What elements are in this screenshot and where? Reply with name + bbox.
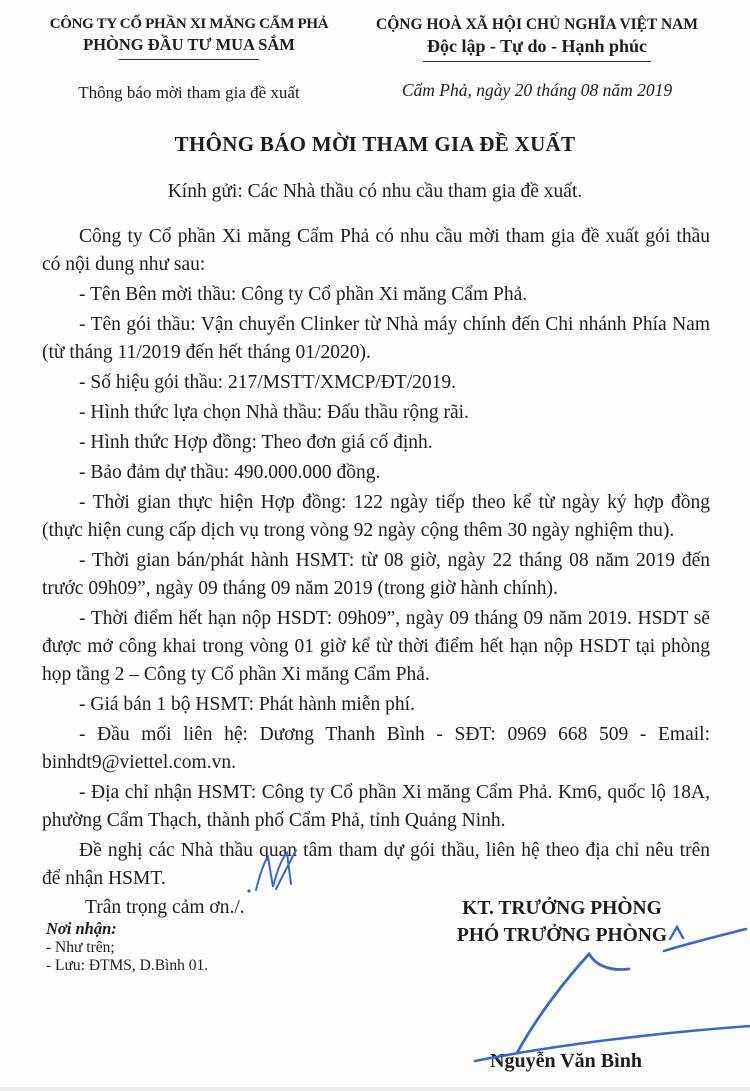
signer-name: Nguyễn Văn Bình <box>490 1050 642 1072</box>
bullet-contact-person: - Đầu mối liên hệ: Dương Thanh Bình - SĐT: 0969 668 509 - Email: binhdt9@viettel.com.vn. <box>42 724 710 773</box>
signature-titles <box>446 895 678 949</box>
signer-title-on-behalf: KT. TRƯỞNG PHÒNG <box>462 898 662 919</box>
bullet-hsmt-price: - Giá bán 1 bộ HSMT: Phát hành miễn phí. <box>79 694 415 715</box>
bullet-contract-type: - Hình thức Hợp đồng: Theo đơn giá cố định. <box>79 432 433 453</box>
bullet-contract-duration: - Thời gian thực hiện Hợp đồng: 122 ngày tiếp theo kể từ ngày ký hợp đồng (thực hiện cung cấp dịch vụ trong vòng 92 ngày cộng thêm 30 ngày nghiệm thu). <box>42 492 710 541</box>
scan-bottom-edge <box>0 1087 750 1091</box>
bullet-hsmt-issuance-time: - Thời gian bán/phát hành HSMT: từ 08 giờ, ngày 22 tháng 08 năm 2019 đến trước 09h09”, ngày 09 tháng 09 năm 2019 (trong giờ hành chính). <box>42 550 710 599</box>
bullet-package-number: - Số hiệu gói thầu: 217/MSTT/XMCP/ĐT/2019. <box>79 372 457 393</box>
signature-main-stroke-ink <box>517 954 629 1053</box>
signer-title-deputy: PHÓ TRƯỞNG PHÒNG <box>456 925 668 946</box>
header-company-column <box>26 16 352 103</box>
bullet-hsmt-address: - Địa chỉ nhận HSMT: Công ty Cổ phần Xi măng Cẩm Phả. Km6, quốc lộ 18A, phường Cẩm Thạch, thành phố Cẩm Phả, tỉnh Quảng Ninh. <box>42 782 710 831</box>
bullet-selection-method: - Hình thức lựa chọn Nhà thầu: Đấu thầu rộng rãi. <box>79 402 469 423</box>
recipients-label: Nơi nhận: <box>46 919 117 938</box>
department-name: PHÒNG ĐẦU TƯ MUA SẮM <box>83 35 295 54</box>
letter-body <box>0 203 750 922</box>
intro-paragraph: Công ty Cổ phần Xi măng Cẩm Phả có nhu cầu mời tham gia đề xuất gói thầu có nội dung như sau: <box>42 226 710 275</box>
recipient-item: - Lưu: ĐTMS, D.Bình 01. <box>46 957 209 974</box>
bullet-inviting-party: - Tên Bên mời thầu: Công ty Cổ phần Xi măng Cẩm Phả. <box>79 284 528 305</box>
bullet-package-name: - Tên gói thầu: Vận chuyển Clinker từ Nhà máy chính đến Chi nhánh Phía Nam (từ tháng 11/2019 đến hết tháng 01/2020). <box>42 314 710 363</box>
place-date-line: Cẩm Phả, ngày 20 tháng 08 năm 2019 <box>401 80 673 100</box>
recipient-item: - Như trên; <box>46 938 115 956</box>
national-motto-line1: CỘNG HOÀ XÃ HỘI CHỦ NGHĨA VIỆT NAM <box>376 16 698 33</box>
company-name: CÔNG TY CỔ PHẦN XI MĂNG CẨM PHẢ <box>49 16 329 32</box>
national-motto-line2: Độc lập - Tự do - Hạnh phúc <box>426 36 648 56</box>
document-subject: Thông báo mời tham gia đề xuất <box>78 83 300 102</box>
salutation-line: Kính gửi: Các Nhà thầu có nhu cầu tham gia đề xuất. <box>167 181 583 202</box>
bullet-bid-guarantee: - Bảo đảm dự thầu: 490.000.000 đồng. <box>79 462 381 483</box>
bullet-hsdt-deadline: - Thời điểm hết hạn nộp HSDT: 09h09”, ngày 09 tháng 09 năm 2019. HSDT sẽ được mở công khai trong vòng 01 giờ kể từ thời điểm hết hạn nộp HSDT tại phòng họp tầng 2 – Công ty Cổ phần Xi măng Cẩm Phả. <box>42 608 710 685</box>
recipients-block <box>46 920 208 976</box>
thanks-line: Trân trọng cảm ơn./. <box>85 897 245 918</box>
header-national-column <box>352 16 722 103</box>
closing-paragraph: Đề nghị các Nhà thầu quan tâm tham dự gói thầu, liên hệ theo địa chỉ nêu trên để nhận HSMT. <box>42 840 710 889</box>
letter-header <box>0 0 750 103</box>
document-title: THÔNG BÁO MỜI THAM GIA ĐỀ XUẤT <box>174 132 576 156</box>
header-right-rule <box>423 61 651 62</box>
header-left-rule <box>119 59 259 60</box>
